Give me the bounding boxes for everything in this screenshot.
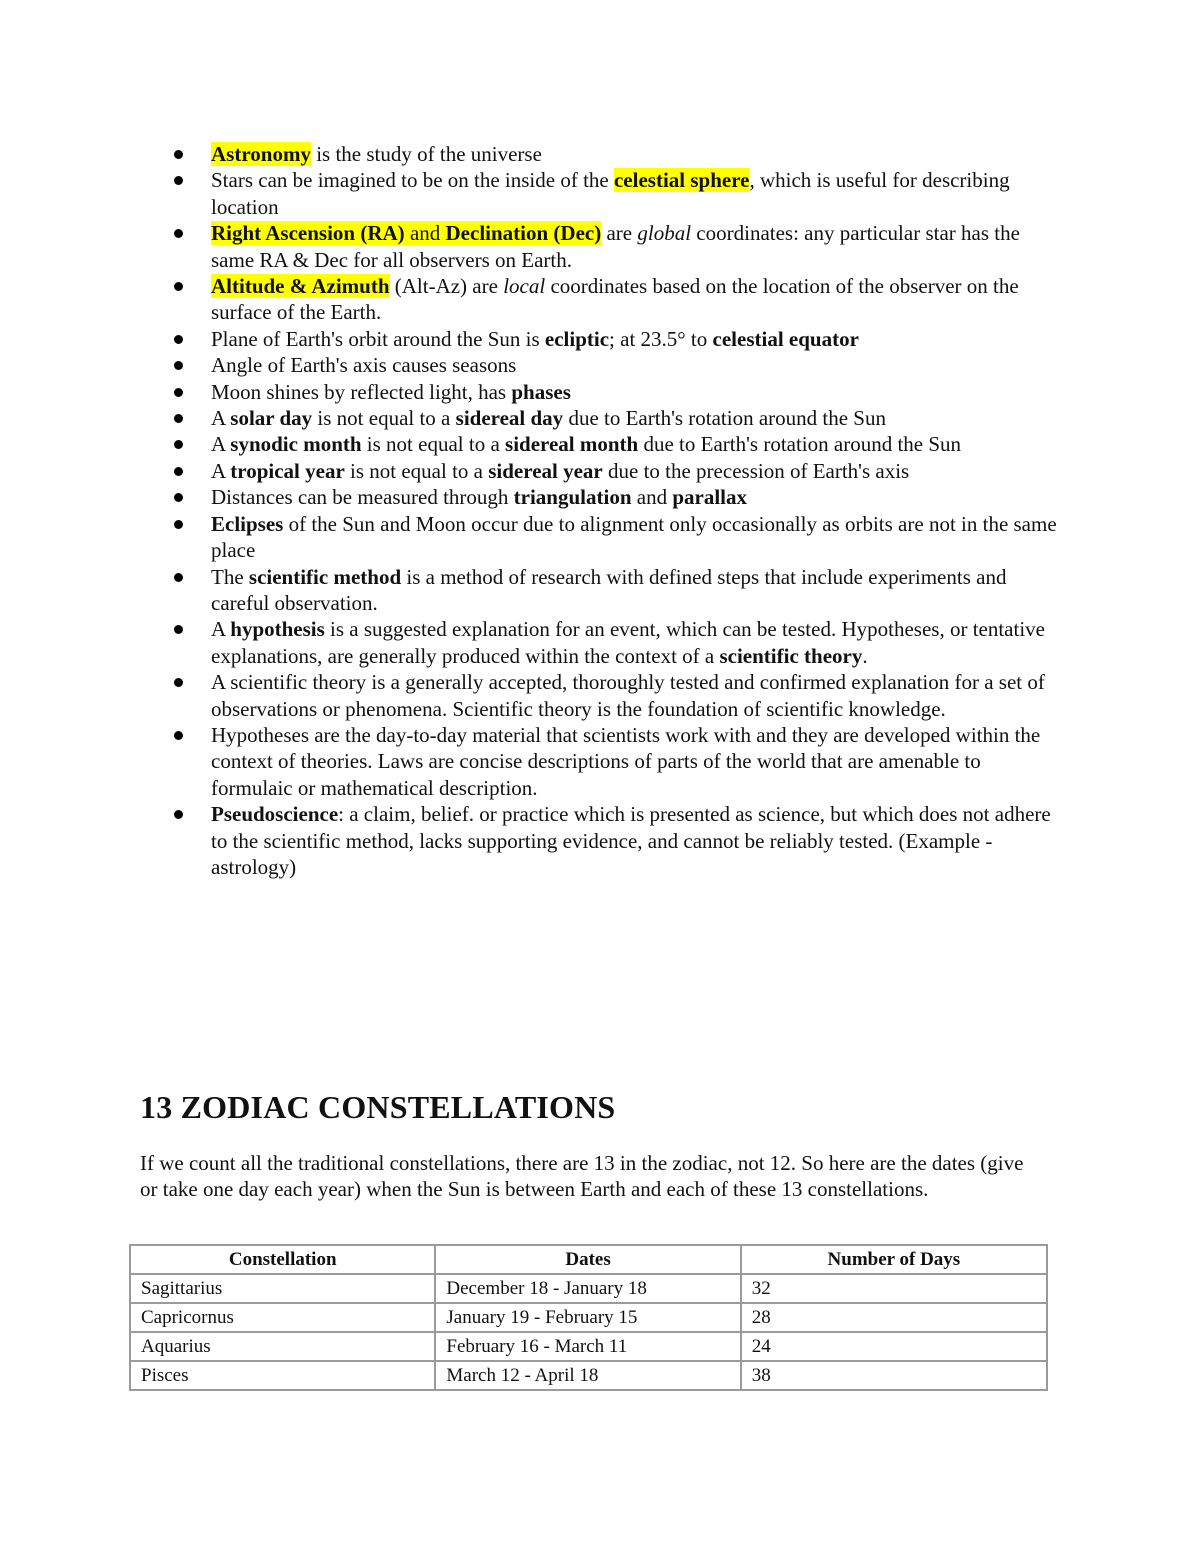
key-term: celestial equator [712, 326, 859, 351]
text-segment: : a claim, belief. or practice which is presented as science, but which does not adhere to the scientific method, lacks supporting evidence, and cannot be reliably tested. (Example - astrology) [211, 802, 1051, 879]
list-item [0, 801, 1061, 880]
key-term: scientific theory [719, 643, 863, 668]
text-segment: and [631, 485, 673, 510]
bullet-icon [174, 467, 183, 476]
bullet-icon [174, 520, 183, 529]
text-segment: A scientific theory is a generally accepted, thoroughly tested and confirmed explanation for a set of observations or phenomena. Scientific theory is the foundation of scientific knowledge. [211, 670, 1045, 721]
bullet-icon [174, 335, 183, 344]
column-header-number-of-days: Number of Days [741, 1245, 1047, 1274]
key-term: phases [511, 379, 571, 404]
cell-constellation: Sagittarius [130, 1274, 435, 1303]
text-segment: Distances can be measured through [211, 485, 514, 510]
section-heading: 13 ZODIAC CONSTELLATIONS [140, 1089, 616, 1125]
bullet-icon [174, 282, 183, 291]
text-segment: Plane of Earth's orbit around the Sun is [211, 326, 545, 351]
bullet-icon [174, 440, 183, 449]
cell-dates: January 19 - February 15 [435, 1303, 740, 1332]
text-segment: is a suggested explanation for an event, which can be tested. Hypotheses, or tentative explanations, are generally produced within the context of a [211, 617, 1045, 668]
list-item [0, 616, 1061, 669]
list-item [0, 484, 1061, 510]
key-term: Altitude & Azimuth [211, 274, 390, 299]
key-term: ecliptic [544, 326, 610, 351]
text-segment: and [404, 221, 446, 246]
bullet-icon [174, 414, 183, 423]
table-row [130, 1274, 1047, 1303]
list-item [0, 564, 1061, 617]
table-row [130, 1361, 1047, 1390]
list-item [0, 431, 1061, 457]
text-segment: global [637, 221, 692, 246]
key-term: scientific method [248, 564, 402, 589]
column-header-constellation: Constellation [130, 1245, 435, 1274]
list-item [0, 141, 1061, 167]
notes-list [0, 141, 1200, 880]
text-segment: The [211, 564, 249, 589]
key-term: celestial sphere [613, 168, 750, 193]
key-term: hypothesis [230, 617, 325, 642]
key-term: synodic month [230, 432, 362, 457]
text-segment: are [601, 221, 638, 246]
cell-days: 38 [741, 1361, 1047, 1390]
bullet-icon [174, 810, 183, 819]
text-segment: Hypotheses are the day-to-day material that scientists work with and they are developed within the context of theories. Laws are concise descriptions of parts of the world that are amenable to formulaic or mathematical description. [211, 722, 1041, 800]
bullet-icon [174, 625, 183, 634]
list-item [0, 405, 1061, 431]
zodiac-table [129, 1244, 1048, 1391]
bullet-icon [174, 361, 183, 370]
list-item [0, 379, 1061, 405]
list-item [0, 511, 1061, 564]
bullet-icon [174, 573, 183, 582]
list-item [0, 273, 1061, 326]
text-segment: (Alt-Az) are [389, 274, 504, 299]
text-segment: , which is useful for describing location [211, 168, 1010, 219]
bullet-icon [174, 493, 183, 502]
cell-days: 24 [741, 1332, 1047, 1361]
list-item [0, 722, 1061, 801]
key-term: Pseudoscience [211, 802, 339, 827]
key-term: sidereal day [455, 406, 564, 431]
cell-dates: December 18 - January 18 [435, 1274, 740, 1303]
bullet-icon [174, 731, 183, 740]
text-segment: due to the precession of Earth's axis [602, 458, 910, 483]
key-term: Declination (Dec) [445, 221, 602, 246]
list-item [0, 220, 1061, 273]
list-item [0, 167, 1061, 220]
text-segment: A [211, 617, 231, 642]
text-segment: due to Earth's rotation around the Sun [638, 432, 962, 457]
text-segment: A [211, 432, 231, 457]
bullet-icon [174, 678, 183, 687]
key-term: Astronomy [211, 142, 311, 166]
text-segment: A [211, 458, 231, 483]
cell-dates: March 12 - April 18 [435, 1361, 740, 1390]
bullet-icon [174, 229, 183, 238]
text-segment: ; at 23.5° to [609, 326, 713, 351]
key-term: solar day [230, 406, 313, 431]
key-term: triangulation [513, 485, 632, 510]
cell-constellation: Aquarius [130, 1332, 435, 1361]
table-header-row [130, 1245, 1047, 1274]
key-term: sidereal month [505, 432, 639, 457]
table-row [130, 1332, 1047, 1361]
text-segment: of the Sun and Moon occur due to alignment only occasionally as orbits are not in the same place [211, 511, 1057, 563]
text-segment: due to Earth's rotation around the Sun [563, 406, 886, 431]
text-segment: coordinates based on the location of the observer on the surface of the Earth. [211, 274, 1019, 325]
cell-days: 28 [741, 1303, 1047, 1332]
bullet-icon [174, 388, 183, 397]
text-segment: Angle of Earth's axis causes seasons [211, 353, 517, 378]
cell-constellation: Pisces [130, 1361, 435, 1390]
text-segment: is a method of research with defined steps that include experiments and careful observation. [211, 564, 1007, 615]
cell-constellation: Capricornus [130, 1303, 435, 1332]
text-segment: Moon shines by reflected light, has [211, 379, 512, 404]
text-segment: is not equal to a [344, 458, 489, 483]
bullet-icon [174, 150, 183, 159]
text-segment: is not equal to a [312, 406, 456, 431]
text-segment: A [211, 406, 231, 431]
list-item [0, 458, 1061, 484]
cell-dates: February 16 - March 11 [435, 1332, 740, 1361]
list-item [0, 352, 1061, 378]
table-row [130, 1303, 1047, 1332]
text-segment: is not equal to a [361, 432, 506, 457]
key-term: tropical year [230, 458, 345, 483]
text-segment: local [503, 274, 546, 299]
text-segment: coordinates: any particular star has the same RA & Dec for all observers on Earth. [211, 221, 1020, 272]
key-term: sidereal year [488, 458, 603, 483]
key-term: Right Ascension (RA) [211, 221, 405, 246]
key-term: Eclipses [211, 511, 284, 536]
bullet-icon [174, 176, 183, 185]
cell-days: 32 [741, 1274, 1047, 1303]
intro-paragraph: If we count all the traditional constellations, there are 13 in the zodiac, not 12. So here are the dates (give or take one day each year) when the Sun is between Earth and each of these 13 constellations. [140, 1151, 1024, 1202]
text-segment: Stars can be imagined to be on the inside of the [211, 168, 614, 193]
key-term: parallax [672, 485, 748, 510]
list-item [0, 326, 1061, 352]
text-segment: . [862, 643, 868, 668]
text-segment: is the study of the universe [310, 142, 542, 166]
column-header-dates: Dates [435, 1245, 740, 1274]
list-item [0, 669, 1061, 722]
